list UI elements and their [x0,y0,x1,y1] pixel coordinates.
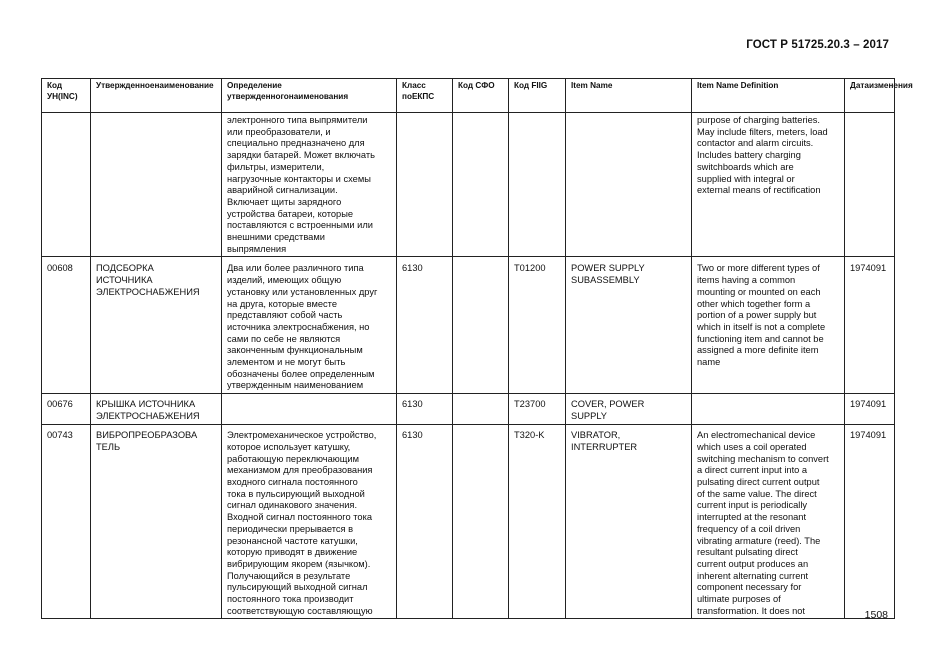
text-line: на друга, которые вместе [227,298,337,309]
text-line: COVER, POWER [571,399,645,410]
text-line: электронного типа выпрямители [227,115,368,125]
cell-fiig-code: T320-K [509,425,566,619]
text-line: ТЕЛЬ [96,441,121,452]
text-line: поставляются с встроенными или [227,220,373,231]
cell-inc [42,113,91,257]
col-header-sfo-code: Код СФО [453,79,509,113]
text-line: May include filters, meters, load [697,126,828,137]
cell-fiig-code: T01200 [509,257,566,394]
text-line: ВИБРОПРЕОБРАЗОВА [96,430,198,441]
cell-change-date: 1974091 [845,425,895,619]
col-header-item-name: Item Name [566,79,692,113]
text-line: которую приводят в движение [227,547,358,558]
text-line: VIBRATOR, [571,430,621,441]
text-line: внешними средствами [227,232,325,243]
cell-inc: 00743 [42,425,91,619]
text-line: portion of a power supply but [697,310,817,321]
cell-fiig-code: T23700 [509,394,566,425]
text-line: ЭЛЕКТРОСНАБЖЕНИЯ [96,286,200,297]
text-line: представляют собой часть [227,310,343,321]
text-line: Includes battery charging [697,150,801,161]
table-header-row [42,79,895,113]
text-line: обозначены более определенным [227,368,375,379]
text-line: специально предназначено для [227,138,365,149]
cell-item-name-definition [692,394,845,425]
text-line: frequency of a coil driven [697,523,801,534]
text-line: name [697,357,721,368]
cell-change-date [845,113,895,257]
text-line: mounting or mounted on each [697,286,821,297]
text-line: утвержденным наименованием [227,380,364,391]
text-line: Включает щиты зарядного [227,196,342,207]
col-header-definition: Определение утвержденногонаименования [222,79,397,113]
cell-item-name-definition [692,113,845,257]
document-designation: ГОСТ Р 51725.20.3 – 2017 [746,39,889,51]
table-row [42,394,895,425]
text-line: тока в пульсирующий выходной [227,488,365,499]
text-line: SUBASSEMBLY [571,275,640,286]
cell-definition [222,394,397,425]
text-line: или преобразователи, и [227,126,331,137]
cell-approved-name [91,257,222,394]
text-line: нагрузочные контакторы и схемы [227,173,371,184]
text-line: элементом и не могут быть [227,357,346,368]
cell-definition [222,257,397,394]
text-line: резонансной частоте катушки, [227,535,358,546]
cell-definition [222,113,397,257]
table-row [42,257,895,394]
text-line: An electromechanical device [697,430,816,441]
text-line: functioning item and cannot be [697,333,824,344]
text-line: сигнал одинакового значения. [227,500,358,511]
text-line: POWER SUPPLY [571,263,645,274]
text-line: Электромеханическое устройство, [227,430,377,441]
col-header-item-name-definition: Item Name Definition [692,79,845,113]
text-line: законченным функциональным [227,345,363,356]
text-line: КРЫШКА ИСТОЧНИКА [96,399,196,410]
cell-sfo-code [453,425,509,619]
cell-inc: 00676 [42,394,91,425]
cell-item-name [566,425,692,619]
text-line: зарядки батарей. Может включать [227,150,375,161]
text-line: supplied with integral or [697,173,795,184]
nomenclature-table [41,78,913,619]
text-line: выпрямления [227,243,287,254]
cell-item-name-definition [692,257,845,394]
cell-change-date: 1974091 [845,257,895,394]
cell-ekps-class: 6130 [397,394,453,425]
col-header-approved-name: Утвержденноенаименование [91,79,222,113]
text-line: external means of rectification [697,185,821,196]
cell-item-name [566,394,692,425]
text-line: Two or more different types of [697,263,820,274]
text-line: которое использует катушку, [227,441,351,452]
text-line: аварийной сигнализации. [227,185,338,196]
text-line: ПОДСБОРКА [96,263,154,274]
text-line: which in itself is not a complete [697,321,826,332]
cell-item-name [566,113,692,257]
col-header-fiig-code: Код FIIG [509,79,566,113]
text-line: установку или установленных друг [227,286,378,297]
cell-sfo-code [453,257,509,394]
text-line: other which together form a [697,298,811,309]
cell-item-name [566,257,692,394]
text-line: Два или более различного типа [227,263,364,274]
text-line: inherent alternating current [697,570,809,581]
text-line: ЭЛЕКТРОСНАБЖЕНИЯ [96,410,200,421]
text-line: вибрирующим якорем (язычком). [227,558,371,569]
text-line: ultimate purposes of [697,594,781,605]
text-line: current input is periodically [697,500,808,511]
text-line: изделий, имеющих общую [227,275,342,286]
text-line: pulsating direct current output [697,476,820,487]
text-line: механизмом для преобразования [227,465,373,476]
cell-fiig-code [509,113,566,257]
text-line: периодически прерывается в [227,523,354,534]
cell-approved-name [91,113,222,257]
col-header-change-date: Датаизменения [845,79,895,113]
text-line: Получающийся в результате [227,570,351,581]
cell-sfo-code [453,394,509,425]
text-line: contactor and alarm circuits. [697,138,814,149]
text-line: interrupted at the resonant [697,512,807,523]
cell-definition [222,425,397,619]
cell-ekps-class [397,113,453,257]
cell-change-date: 1974091 [845,394,895,425]
text-line: соответствующую составляющую [227,605,373,616]
text-line: входного сигнала постоянного [227,476,358,487]
table-row [42,425,895,619]
text-line: устройства батареи, которые [227,208,354,219]
text-line: purpose of charging batteries. [697,115,821,125]
cell-sfo-code [453,113,509,257]
text-line: сами по себе не являются [227,333,341,344]
text-line: transformation. It does not [697,605,806,616]
table-row [42,113,895,257]
text-line: of the same value. The direct [697,488,817,499]
text-line: switchboards which are [697,161,794,172]
text-line: фильтры, измерители, [227,161,325,172]
text-line: component necessary for [697,582,802,593]
text-line: SUPPLY [571,410,607,421]
text-line: INTERRUPTER [571,441,638,452]
text-line: current output produces an [697,558,809,569]
text-line: resultant pulsating direct [697,547,798,558]
col-header-inc: Код УН(INC) [42,79,91,113]
text-line: Входной сигнал постоянного тока [227,512,373,523]
text-line: работающую переключающим [227,453,360,464]
text-line: пульсирующий выходной сигнал [227,582,368,593]
text-line: источника электроснабжения, но [227,321,370,332]
cell-inc: 00608 [42,257,91,394]
text-line: items having a common [697,275,796,286]
text-line: switching mechanism to convert [697,453,829,464]
cell-ekps-class: 6130 [397,257,453,394]
text-line: a direct current input into a [697,465,808,476]
col-header-ekps-class: Класс поЕКПС [397,79,453,113]
cell-ekps-class: 6130 [397,425,453,619]
cell-approved-name [91,425,222,619]
text-line: ИСТОЧНИКА [96,275,153,286]
text-line: vibrating armature (reed). The [697,535,821,546]
text-line: постоянного тока производит [227,594,354,605]
text-line: which uses a coil operated [697,441,807,452]
text-line: assigned a more definite item [697,345,819,356]
cell-approved-name [91,394,222,425]
cell-item-name-definition [692,425,845,619]
page-number: 1508 [864,609,888,621]
